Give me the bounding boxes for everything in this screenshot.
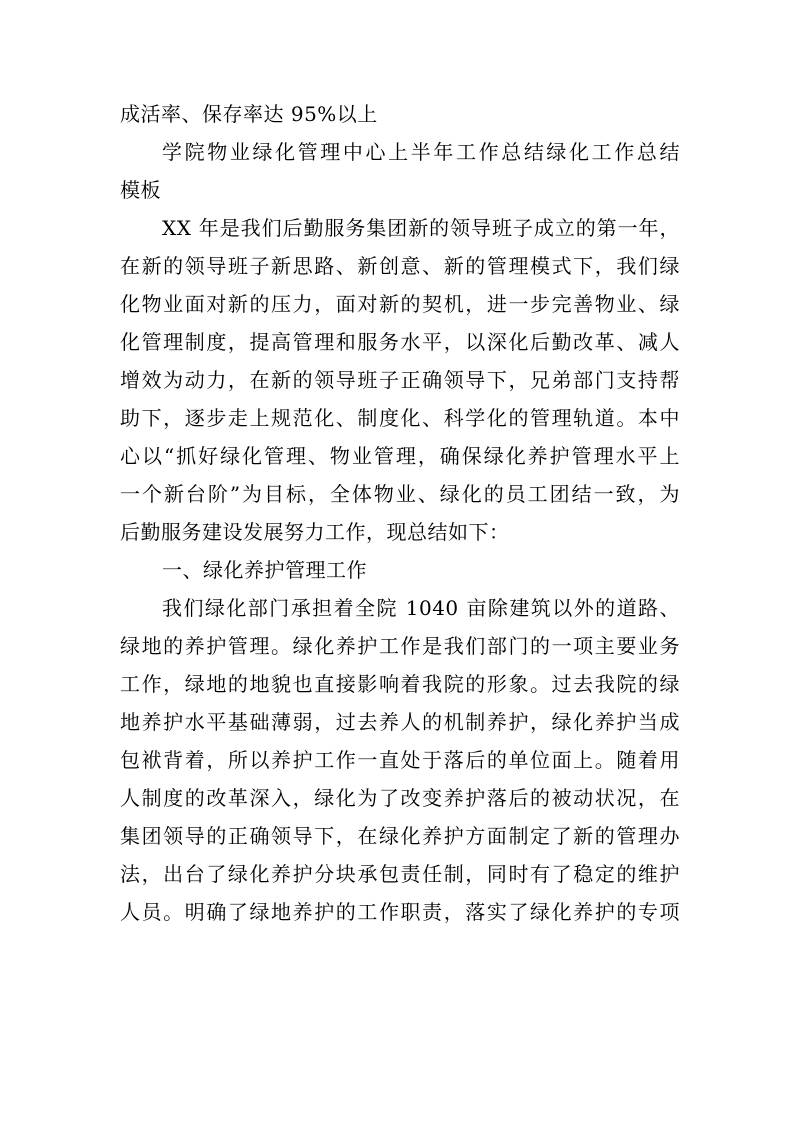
text-line: 集团领导的正确领导下，在绿化养护方面制定了新的管理办 [120, 824, 680, 848]
text-line: 在新的领导班子新思路、新创意、新的管理模式下，我们绿 [120, 254, 680, 278]
text-line: 化管理制度，提高管理和服务水平，以深化后勤改革、减人 [120, 330, 680, 354]
text-line: XX 年是我们后勤服务集团新的领导班子成立的第一年， [162, 216, 680, 240]
section-heading: 一、绿化养护管理工作 [162, 558, 367, 582]
text-line: 化物业面对新的压力，面对新的契机，进一步完善物业、绿 [120, 292, 680, 316]
text-line: 工作，绿地的地貌也直接影响着我院的形象。过去我院的绿 [120, 672, 680, 696]
text-line: 地养护水平基础薄弱，过去养人的机制养护，绿化养护当成 [120, 710, 680, 734]
text-line: 我们绿化部门承担着全院 1040 亩除建筑以外的道路、 [162, 596, 680, 620]
document-body [120, 95, 680, 931]
text-line: 模板 [120, 178, 161, 202]
text-line: 后勤服务建设发展努力工作，现总结如下： [120, 520, 510, 544]
text-line: 一个新台阶”为目标，全体物业、绿化的员工团结一致，为 [120, 482, 680, 506]
text-line: 人制度的改革深入，绿化为了改变养护落后的被动状况，在 [120, 786, 680, 810]
text-line: 成活率、保存率达 95%以上 [120, 102, 378, 126]
text-line: 人员。明确了绿地养护的工作职责，落实了绿化养护的专项 [120, 900, 680, 924]
text-line: 绿地的养护管理。绿化养护工作是我们部门的一项主要业务 [120, 634, 680, 658]
text-line: 法，出台了绿化养护分块承包责任制，同时有了稳定的维护 [120, 862, 680, 886]
text-line: 学院物业绿化管理中心上半年工作总结绿化工作总结 [162, 140, 680, 164]
text-line: 包袱背着，所以养护工作一直处于落后的单位面上。随着用 [120, 748, 680, 772]
text-line: 助下，逐步走上规范化、制度化、科学化的管理轨道。本中 [120, 406, 680, 430]
text-line: 心以“抓好绿化管理、物业管理，确保绿化养护管理水平上 [120, 444, 680, 468]
text-line: 增效为动力，在新的领导班子正确领导下，兄弟部门支持帮 [120, 368, 680, 392]
